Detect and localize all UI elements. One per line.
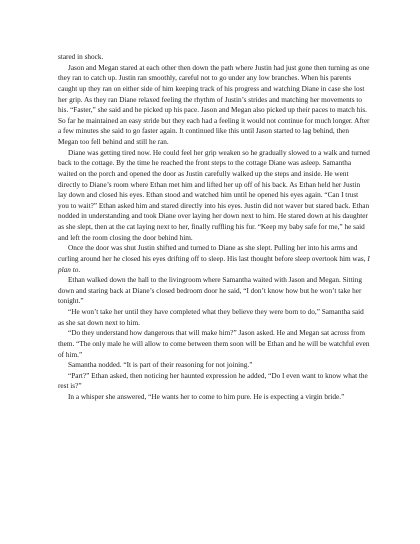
italic-text: I plan to — [58, 254, 370, 274]
paragraph-text: Once the door was shut Justin shifted and turned to Diane as she slept. Pulling her into his arms and curling around her he closed his eyes drifting off to sleep. His last thought before sleep overtook him was, — [58, 244, 368, 263]
paragraph — [58, 63, 370, 148]
paragraph-text: In a whisper she answered, “He wants her to come to him pure. He is expecting a virgin bride.” — [68, 393, 345, 401]
paragraph-text: stared in shock. — [58, 53, 104, 61]
paragraph — [58, 148, 370, 244]
paragraph — [58, 52, 370, 63]
paragraph-text: “He won’t take her until they have completed what they believe they were born to do,” Samantha said as she sat down next to him. — [58, 308, 364, 327]
paragraph-text: “Part?” Ethan asked, then noticing her haunted expression he added, “Do I even want to know what the rest is?” — [58, 371, 368, 391]
body-text — [58, 52, 370, 403]
paragraph-text: Jason and Megan stared at each other then down the path where Justin had just gone then turning as one they ran to catch up. Justin ran smoothly, careful not to go under any low branches. When his parents caught up they ran on either side of him keeping track of his progress and watching Diane in case she lost her grip. As they ran Diane relaxed feeling the rhythm of Justin’s strides and matching her movements to his. “Faster,” she said and he picked up his pace. Jason and Megan also picked up their paces to match his. So far he maintained an easy stride but they each had a feeling it would not continue for much longer. After a few minutes she said to go faster again. It continued like this until Jason started to lag behind, then Megan too fell behind and still he ran. — [58, 63, 370, 146]
paragraph — [58, 275, 370, 307]
paragraph-text: “Do they understand how dangerous that will make him?” Jason asked. He and Megan sat across from them. “The only male he will allow to come between them soon will be Ethan and he will be watchful even of him.” — [58, 329, 370, 359]
paragraph-text: Samantha nodded. “It is part of their reasoning for not joining.” — [68, 361, 253, 370]
paragraph-text: . — [78, 265, 81, 274]
paragraph-text: Ethan walked down the hall to the livingroom where Samantha waited with Jason and Megan. Sitting down and staring back at Diane’s closed bedroom door he said, “I don’t know how but he won’t take her tonight.” — [58, 276, 362, 306]
paragraph-text: Diane was getting tired now. He could feel her grip weaken so he gradually slowed to a walk and turned back to the cottage. By the time he reached the front steps to the cottage Diane was asleep. Samantha waited on the porch and opened the door as Justin carefully walked up the steps and inside. He went directly to Diane’s room where Ethan met him and lifted her up off of his back. As Ethan held her Justin lay down and closed his eyes. Ethan stood and watched him until he opened his eyes again. “Can I trust you to wait?” Ethan asked him and stared directly into his eyes. Justin did not waver but stared back. Ethan nodded in understanding and took Diane over laying her down next to him. He stared down at his daughter as she slept, then at the cat laying next to her, finally ruffling his fur. “Keep my baby safe for me,” he said and left the room closing the door behind him. — [58, 148, 370, 242]
paragraph — [58, 392, 370, 403]
paragraph — [58, 307, 370, 328]
paragraph — [58, 328, 370, 360]
paragraph — [58, 243, 370, 275]
paragraph — [58, 371, 370, 392]
paragraph — [58, 360, 370, 371]
